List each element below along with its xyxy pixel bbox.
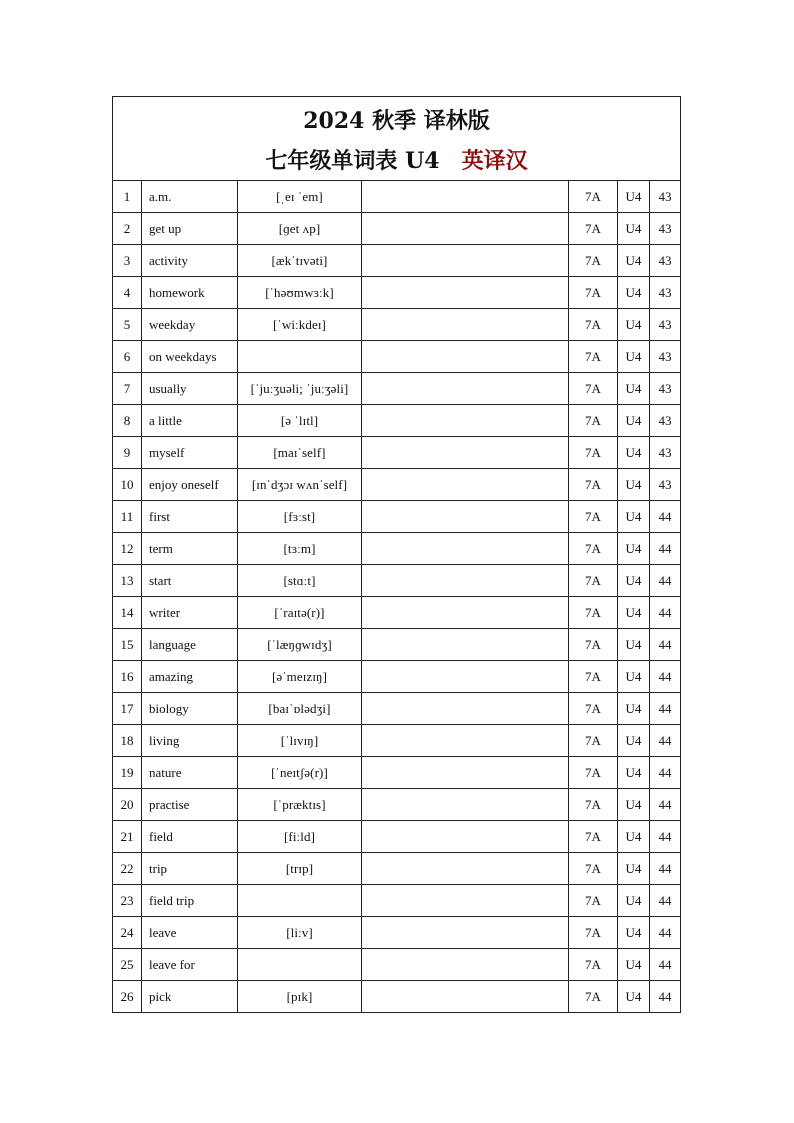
table-row [113,917,681,949]
page-number: 43 [650,309,681,341]
table-row [113,277,681,309]
grade-label: 7A [569,405,618,437]
page-number: 44 [650,821,681,853]
title-row [113,97,681,181]
grade-label: 7A [569,245,618,277]
row-number: 6 [113,341,142,373]
phonetic-transcription: [fɜːst] [238,501,362,533]
grade-label: 7A [569,277,618,309]
chinese-meaning-blank [362,853,569,885]
grade-label: 7A [569,629,618,661]
chinese-meaning-blank [362,373,569,405]
phonetic-transcription: [liːv] [238,917,362,949]
phonetic-transcription [238,885,362,917]
row-number: 25 [113,949,142,981]
grade-label: 7A [569,789,618,821]
phonetic-transcription: [fiːld] [238,821,362,853]
table-row [113,725,681,757]
page-number: 44 [650,757,681,789]
unit-label: U4 [618,629,650,661]
unit-label: U4 [618,981,650,1013]
unit-label: U4 [618,437,650,469]
page-number: 43 [650,341,681,373]
table-row [113,757,681,789]
chinese-meaning-blank [362,629,569,661]
phonetic-transcription: [ɡet ʌp] [238,213,362,245]
phonetic-transcription: [ˈlæŋɡwɪdʒ] [238,629,362,661]
phonetic-transcription: [baɪˈɒlədʒi] [238,693,362,725]
english-word: activity [142,245,238,277]
unit-label: U4 [618,789,650,821]
row-number: 4 [113,277,142,309]
row-number: 8 [113,405,142,437]
page-number: 44 [650,981,681,1013]
page-number: 44 [650,501,681,533]
table-row [113,373,681,405]
table-row [113,501,681,533]
row-number: 16 [113,661,142,693]
english-word: on weekdays [142,341,238,373]
page-number: 43 [650,437,681,469]
chinese-meaning-blank [362,405,569,437]
phonetic-transcription: [ˈwiːkdeɪ] [238,309,362,341]
english-word: practise [142,789,238,821]
page-number: 44 [650,533,681,565]
chinese-meaning-blank [362,597,569,629]
phonetic-transcription [238,341,362,373]
page-subtitle [113,146,680,176]
grade-label: 7A [569,597,618,629]
phonetic-transcription: [stɑːt] [238,565,362,597]
unit-label: U4 [618,757,650,789]
row-number: 15 [113,629,142,661]
chinese-meaning-blank [362,917,569,949]
title-cell [113,97,681,181]
table-row [113,853,681,885]
english-word: homework [142,277,238,309]
page-number: 44 [650,789,681,821]
english-word: language [142,629,238,661]
english-word: field [142,821,238,853]
page-number: 44 [650,693,681,725]
row-number: 19 [113,757,142,789]
phonetic-transcription: [maɪˈself] [238,437,362,469]
english-word: myself [142,437,238,469]
page-number: 44 [650,917,681,949]
row-number: 7 [113,373,142,405]
grade-label: 7A [569,757,618,789]
row-number: 18 [113,725,142,757]
phonetic-transcription: [ˈraɪtə(r)] [238,597,362,629]
chinese-meaning-blank [362,501,569,533]
page-number: 43 [650,181,681,213]
unit-label: U4 [618,949,650,981]
table-row [113,661,681,693]
english-word: living [142,725,238,757]
table-row [113,597,681,629]
chinese-meaning-blank [362,661,569,693]
chinese-meaning-blank [362,949,569,981]
phonetic-transcription: [əˈmeɪzɪŋ] [238,661,362,693]
table-row [113,949,681,981]
unit-label: U4 [618,181,650,213]
table-row [113,341,681,373]
grade-label: 7A [569,309,618,341]
grade-label: 7A [569,437,618,469]
subtitle-mode: 英译汉 [461,147,528,174]
chinese-meaning-blank [362,757,569,789]
row-number: 5 [113,309,142,341]
table-row [113,885,681,917]
table-row [113,469,681,501]
unit-label: U4 [618,309,650,341]
table-row [113,693,681,725]
unit-label: U4 [618,405,650,437]
phonetic-transcription: [ˈpræktɪs] [238,789,362,821]
row-number: 21 [113,821,142,853]
unit-label: U4 [618,373,650,405]
unit-label: U4 [618,597,650,629]
chinese-meaning-blank [362,469,569,501]
unit-label: U4 [618,501,650,533]
table-row [113,213,681,245]
unit-label: U4 [618,565,650,597]
phonetic-transcription: [ˈjuːʒuəli; ˈjuːʒəli] [238,373,362,405]
grade-label: 7A [569,341,618,373]
chinese-meaning-blank [362,789,569,821]
english-word: pick [142,981,238,1013]
grade-label: 7A [569,693,618,725]
phonetic-transcription: [trɪp] [238,853,362,885]
english-word: get up [142,213,238,245]
page-number: 43 [650,469,681,501]
row-number: 22 [113,853,142,885]
english-word: first [142,501,238,533]
unit-label: U4 [618,693,650,725]
phonetic-transcription: [ækˈtɪvəti] [238,245,362,277]
row-number: 10 [113,469,142,501]
chinese-meaning-blank [362,885,569,917]
unit-label: U4 [618,277,650,309]
chinese-meaning-blank [362,277,569,309]
chinese-meaning-blank [362,565,569,597]
grade-label: 7A [569,213,618,245]
page-number: 43 [650,405,681,437]
english-word: amazing [142,661,238,693]
row-number: 11 [113,501,142,533]
grade-label: 7A [569,949,618,981]
english-word: nature [142,757,238,789]
table-row [113,821,681,853]
page-number: 43 [650,245,681,277]
page-number: 43 [650,213,681,245]
row-number: 26 [113,981,142,1013]
row-number: 24 [113,917,142,949]
chinese-meaning-blank [362,437,569,469]
chinese-meaning-blank [362,213,569,245]
subtitle-main: 七年级单词表 U4 [265,147,440,174]
row-number: 17 [113,693,142,725]
page-number: 43 [650,373,681,405]
row-number: 9 [113,437,142,469]
english-word: leave [142,917,238,949]
grade-label: 7A [569,917,618,949]
phonetic-transcription: [ˈneɪtʃə(r)] [238,757,362,789]
phonetic-transcription: [pɪk] [238,981,362,1013]
english-word: a little [142,405,238,437]
page-number: 44 [650,661,681,693]
english-word: writer [142,597,238,629]
unit-label: U4 [618,213,650,245]
phonetic-transcription: [ə ˈlɪtl] [238,405,362,437]
page-title: 2024 秋季 译林版 [303,107,490,134]
grade-label: 7A [569,533,618,565]
grade-label: 7A [569,661,618,693]
table-row [113,789,681,821]
table-row [113,565,681,597]
page-number: 44 [650,725,681,757]
row-number: 20 [113,789,142,821]
english-word: a.m. [142,181,238,213]
chinese-meaning-blank [362,309,569,341]
grade-label: 7A [569,821,618,853]
chinese-meaning-blank [362,981,569,1013]
table-row [113,245,681,277]
unit-label: U4 [618,853,650,885]
grade-label: 7A [569,853,618,885]
english-word: biology [142,693,238,725]
row-number: 23 [113,885,142,917]
chinese-meaning-blank [362,245,569,277]
grade-label: 7A [569,181,618,213]
unit-label: U4 [618,885,650,917]
table-row [113,405,681,437]
table-row [113,533,681,565]
chinese-meaning-blank [362,181,569,213]
grade-label: 7A [569,469,618,501]
phonetic-transcription: [tɜːm] [238,533,362,565]
grade-label: 7A [569,981,618,1013]
table-row [113,309,681,341]
page-number: 44 [650,565,681,597]
chinese-meaning-blank [362,341,569,373]
page-number: 44 [650,885,681,917]
english-word: enjoy oneself [142,469,238,501]
grade-label: 7A [569,885,618,917]
row-number: 3 [113,245,142,277]
unit-label: U4 [618,725,650,757]
page-number: 43 [650,277,681,309]
chinese-meaning-blank [362,725,569,757]
english-word: start [142,565,238,597]
chinese-meaning-blank [362,533,569,565]
unit-label: U4 [618,917,650,949]
table-row [113,181,681,213]
phonetic-transcription: [ˌeɪ ˈem] [238,181,362,213]
row-number: 13 [113,565,142,597]
english-word: term [142,533,238,565]
page-number: 44 [650,949,681,981]
page-number: 44 [650,597,681,629]
row-number: 2 [113,213,142,245]
unit-label: U4 [618,661,650,693]
chinese-meaning-blank [362,821,569,853]
unit-label: U4 [618,821,650,853]
phonetic-transcription: [ˈlɪvɪŋ] [238,725,362,757]
table-row [113,437,681,469]
grade-label: 7A [569,373,618,405]
unit-label: U4 [618,341,650,373]
english-word: leave for [142,949,238,981]
grade-label: 7A [569,565,618,597]
english-word: trip [142,853,238,885]
row-number: 12 [113,533,142,565]
english-word: usually [142,373,238,405]
unit-label: U4 [618,533,650,565]
unit-label: U4 [618,469,650,501]
english-word: weekday [142,309,238,341]
grade-label: 7A [569,725,618,757]
vocabulary-table [112,96,681,1013]
chinese-meaning-blank [362,693,569,725]
grade-label: 7A [569,501,618,533]
row-number: 1 [113,181,142,213]
page-number: 44 [650,629,681,661]
english-word: field trip [142,885,238,917]
row-number: 14 [113,597,142,629]
unit-label: U4 [618,245,650,277]
phonetic-transcription [238,949,362,981]
phonetic-transcription: [ˈhəʊmwɜːk] [238,277,362,309]
table-row [113,981,681,1013]
table-row [113,629,681,661]
phonetic-transcription: [ɪnˈdʒɔɪ wʌnˈself] [238,469,362,501]
page-number: 44 [650,853,681,885]
